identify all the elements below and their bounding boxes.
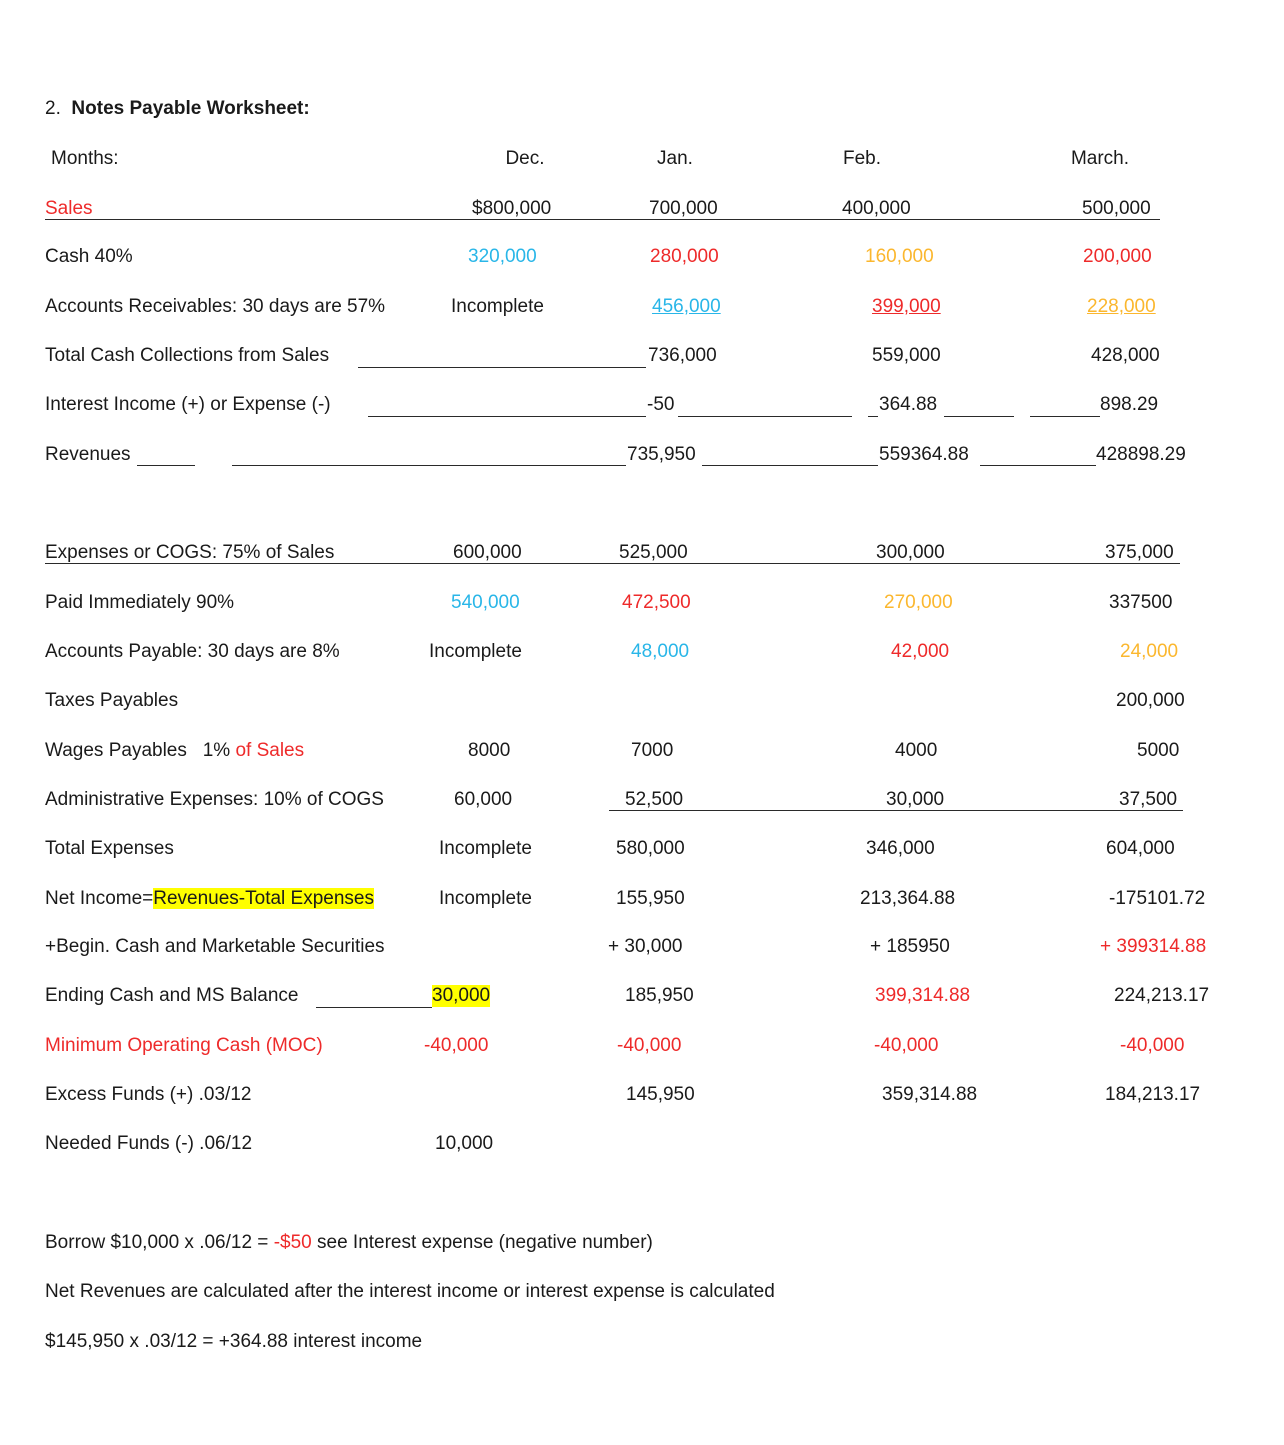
- begin-cash-jan: + 30,000: [608, 936, 683, 957]
- note-interest-income: $145,950 x .03/12 = +364.88 interest income: [45, 1331, 423, 1352]
- paid-label: Paid Immediately 90%: [45, 592, 235, 613]
- note-borrow-amount: -$50: [273, 1232, 312, 1253]
- wages-label-text: Wages Payables 1%: [45, 740, 231, 761]
- net-income-mar: -175101.72: [1109, 888, 1206, 909]
- ar-dec: Incomplete: [451, 296, 544, 317]
- wages-label-red: of Sales: [235, 740, 305, 761]
- cogs-feb: 300,000: [876, 542, 945, 563]
- ending-underline: [316, 1007, 432, 1008]
- net-income-dec: Incomplete: [439, 888, 532, 909]
- net-income-formula-highlight: Revenues-Total Expenses: [153, 888, 374, 909]
- ap-mar: 24,000: [1120, 641, 1179, 662]
- sales-feb: 400,000: [842, 198, 911, 219]
- ar-label: Accounts Receivables: 30 days are 57%: [45, 296, 386, 317]
- excess-jan: 145,950: [626, 1084, 695, 1105]
- ending-feb: 399,314.88: [875, 985, 971, 1006]
- admin-jan: 52,500: [625, 789, 684, 810]
- note-net-revenues: Net Revenues are calculated after the interest income or interest expense is calculated: [45, 1281, 775, 1302]
- paid-feb: 270,000: [884, 592, 953, 613]
- total-exp-jan: 580,000: [616, 838, 685, 859]
- interest-underline-4: [944, 416, 1014, 417]
- ar-feb: 399,000: [872, 296, 941, 317]
- ap-feb: 42,000: [891, 641, 950, 662]
- ending-jan: 185,950: [625, 985, 694, 1006]
- sales-underline: [45, 219, 1160, 220]
- sales-mar: 500,000: [1082, 198, 1151, 219]
- tcc-jan: 736,000: [648, 345, 717, 366]
- cogs-mar: 375,000: [1105, 542, 1174, 563]
- wages-feb: 4000: [895, 740, 938, 761]
- moc-jan: -40,000: [617, 1035, 682, 1056]
- ap-dec: Incomplete: [429, 641, 522, 662]
- total-exp-mar: 604,000: [1106, 838, 1175, 859]
- admin-mar: 37,500: [1119, 789, 1178, 810]
- revenues-mar: 428898.29: [1096, 444, 1186, 465]
- cash-mar: 200,000: [1083, 246, 1152, 267]
- interest-underline-2: [678, 416, 852, 417]
- interest-underline-3: [868, 416, 878, 417]
- moc-dec: -40,000: [424, 1035, 489, 1056]
- ar-mar: 228,000: [1087, 296, 1156, 317]
- interest-mar: 898.29: [1100, 394, 1159, 415]
- ending-dec: 30,000: [432, 985, 491, 1006]
- wages-mar: 5000: [1137, 740, 1180, 761]
- moc-label: Minimum Operating Cash (MOC): [45, 1035, 323, 1056]
- revenues-feb: 559364.88: [879, 444, 969, 465]
- cash-label: Cash 40%: [45, 246, 133, 267]
- net-income-label-text: Net Income=: [45, 888, 154, 909]
- moc-mar: -40,000: [1120, 1035, 1185, 1056]
- month-mar-header: March.: [1070, 148, 1130, 169]
- begin-cash-feb: + 185950: [870, 936, 950, 957]
- note-borrow: [45, 1232, 653, 1254]
- wages-label: [45, 740, 304, 762]
- months-label: Months:: [51, 148, 119, 169]
- cogs-label: Expenses or COGS: 75% of Sales: [45, 542, 335, 563]
- begin-cash-mar: + 399314.88: [1100, 936, 1207, 957]
- excess-mar: 184,213.17: [1105, 1084, 1201, 1105]
- admin-feb: 30,000: [886, 789, 945, 810]
- tcc-feb: 559,000: [872, 345, 941, 366]
- tcc-label: Total Cash Collections from Sales: [45, 345, 330, 366]
- paid-dec: 540,000: [451, 592, 520, 613]
- note-borrow-text-b: see Interest expense (negative number): [311, 1232, 653, 1253]
- paid-jan: 472,500: [622, 592, 691, 613]
- heading-number: 2.: [45, 98, 61, 119]
- month-feb-header: Feb.: [842, 148, 882, 169]
- revenues-underline-3: [702, 465, 878, 466]
- ar-jan: 456,000: [652, 296, 721, 317]
- revenues-underline-1: [137, 465, 195, 466]
- month-dec-header: Dec.: [505, 148, 545, 169]
- interest-underline-1: [368, 416, 646, 417]
- wages-dec: 8000: [468, 740, 511, 761]
- cash-feb: 160,000: [865, 246, 934, 267]
- excess-feb: 359,314.88: [882, 1084, 978, 1105]
- cash-dec: 320,000: [468, 246, 537, 267]
- needed-label: Needed Funds (-) .06/12: [45, 1133, 253, 1154]
- note-borrow-text-a: Borrow $10,000 x .06/12 =: [45, 1232, 274, 1253]
- taxes-label: Taxes Payables: [45, 690, 179, 711]
- admin-dec: 60,000: [454, 789, 513, 810]
- revenues-jan: 735,950: [627, 444, 696, 465]
- net-income-jan: 155,950: [616, 888, 685, 909]
- heading-title: Notes Payable Worksheet:: [71, 98, 310, 119]
- interest-jan: -50: [647, 394, 675, 415]
- total-exp-label: Total Expenses: [45, 838, 174, 859]
- worksheet-heading: [45, 98, 310, 120]
- cogs-dec: 600,000: [453, 542, 522, 563]
- moc-feb: -40,000: [874, 1035, 939, 1056]
- revenues-underline-4: [980, 465, 1096, 466]
- ap-label: Accounts Payable: 30 days are 8%: [45, 641, 340, 662]
- ending-mar: 224,213.17: [1114, 985, 1210, 1006]
- begin-cash-label: +Begin. Cash and Marketable Securities: [45, 936, 385, 957]
- sales-label: Sales: [45, 198, 93, 219]
- sales-jan: 700,000: [649, 198, 718, 219]
- cash-jan: 280,000: [650, 246, 719, 267]
- excess-label: Excess Funds (+) .03/12: [45, 1084, 252, 1105]
- needed-dec: 10,000: [435, 1133, 494, 1154]
- taxes-mar: 200,000: [1116, 690, 1185, 711]
- wages-jan: 7000: [631, 740, 674, 761]
- sales-dec: $800,000: [472, 198, 552, 219]
- month-jan-header: Jan.: [657, 148, 693, 169]
- interest-feb: 364.88: [879, 394, 938, 415]
- revenues-label: Revenues: [45, 444, 131, 465]
- ap-jan: 48,000: [631, 641, 690, 662]
- total-exp-feb: 346,000: [866, 838, 935, 859]
- paid-mar: 337500: [1109, 592, 1173, 613]
- cogs-jan: 525,000: [619, 542, 688, 563]
- tcc-underline: [358, 367, 646, 368]
- total-exp-dec: Incomplete: [439, 838, 532, 859]
- interest-label: Interest Income (+) or Expense (-): [45, 394, 331, 415]
- admin-label: Administrative Expenses: 10% of COGS: [45, 789, 384, 810]
- ending-label: Ending Cash and MS Balance: [45, 985, 299, 1006]
- revenues-underline-2: [232, 465, 626, 466]
- net-income-feb: 213,364.88: [860, 888, 956, 909]
- interest-underline-5: [1030, 416, 1100, 417]
- net-income-label: [45, 888, 374, 910]
- tcc-mar: 428,000: [1091, 345, 1160, 366]
